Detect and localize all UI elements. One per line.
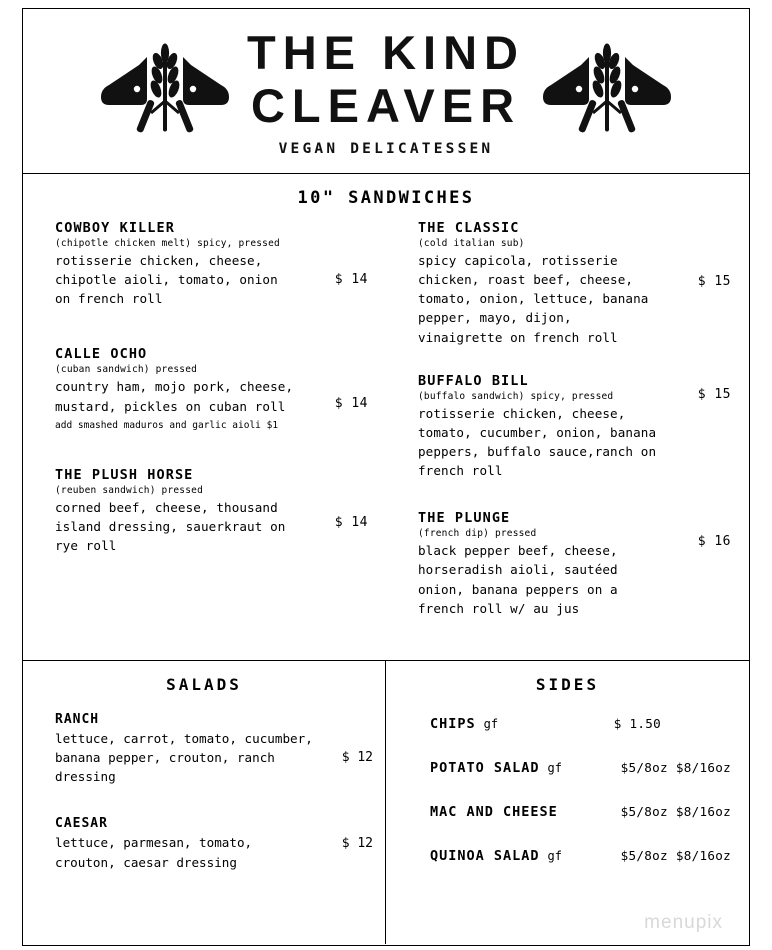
side-item-name: POTATO SALAD [430,760,540,776]
menu-item-description: rotisserie chicken, cheese, tomato, cucumber, onion, banana peppers, buffalo sauce,ranch on french roll [418,405,657,479]
menu-item-note: (cold italian sub) [418,238,525,249]
side-item-price: $5/8oz $8/16oz [620,848,731,863]
menu-item-description: corned beef, cheese, thousand island dressing, sauerkraut on rye roll [55,499,286,553]
sandwiches-section-title: 10" SANDWICHES [297,188,475,208]
side-item [386,848,749,864]
side-item-price: $5/8oz $8/16oz [620,804,731,819]
side-item-name: CHIPS [430,716,476,732]
menu-item-price: $ 14 [334,272,368,287]
salad-item-price: $ 12 [341,750,373,765]
side-item-gf-label: gf [483,717,499,731]
sandwiches-section [23,174,749,661]
menu-item-note: (buffalo sandwich) spicy, pressed [418,390,614,402]
brand-block [23,27,749,157]
menu-item-name: BUFFALO BILL [418,372,529,389]
bottom-sections [23,661,749,944]
salad-item-price: $ 12 [341,836,373,852]
sandwiches-column-right [386,220,749,640]
side-item-gf-label: gf [547,849,562,863]
menu-item-name: CALLE OCHO [55,346,148,363]
watermark: menupix [644,912,723,933]
menu-item-price: $ 14 [334,514,368,530]
menu-item-description: country ham, mojo pork, cheese, mustard, pickles on cuban roll [55,379,294,414]
salad-item [23,712,385,786]
menu-item-note: (reuben sandwich) pressed [55,484,203,496]
side-item-price: $5/8oz $8/16oz [620,760,731,775]
menu-item [418,220,737,347]
salad-item-name: CAESAR [55,816,108,832]
salad-item-description: lettuce, parmesan, tomato, crouton, caesar dressing [55,835,253,870]
side-item [386,760,749,776]
restaurant-title-line1: THE KIND [247,26,525,79]
menu-sheet [22,8,750,946]
menu-item-name: THE PLUNGE [418,510,511,527]
menu-item-description: rotisserie chicken, cheese, chipotle aioli, tomato, onion on french roll [55,253,278,307]
menu-item-price: $ 15 [697,274,731,289]
side-item-price: $ 1.50 [613,716,661,731]
menu-item-price: $ 14 [334,396,368,412]
salad-item-description: lettuce, carrot, tomato, cucumber, banana pepper, crouton, ranch dressing [55,731,313,785]
sides-section [386,661,749,944]
menu-header [23,9,749,174]
sandwiches-column-left [23,220,386,640]
menu-item-price: $ 16 [697,534,731,550]
menu-item-price: $ 15 [697,386,731,402]
restaurant-title-line2: CLEAVER [250,78,522,132]
menu-item [55,220,374,308]
menu-item-note: (chipotle chicken melt) spicy, pressed [55,238,280,249]
restaurant-subtitle: VEGAN DELICATESSEN [278,141,494,158]
menu-item-note: (french dip) pressed [418,528,537,540]
menu-item [418,510,737,618]
menu-item [418,373,737,481]
sides-section-title: SIDES [535,675,600,694]
menu-item-name: THE PLUSH HORSE [55,466,194,483]
salads-section [23,661,386,944]
menu-item-name: COWBOY KILLER [55,220,175,236]
side-item-name: MAC AND CHEESE [430,804,558,820]
salad-item-name: RANCH [55,712,100,727]
salad-item [23,816,385,871]
side-item-gf-label: gf [547,761,562,775]
menu-item-description: spicy capicola, rotisserie chicken, roast beef, cheese, tomato, onion, lettuce, banana pepper, mayo, dijon, vinaigrette on french roll [418,253,649,345]
menu-item-name: THE CLASSIC [418,220,520,236]
menu-item-note: (cuban sandwich) pressed [55,364,198,376]
salads-section-title: SALADS [166,675,242,694]
menu-item [55,467,374,555]
side-item [386,716,749,732]
side-item-name: QUINOA SALAD [430,848,540,864]
menu-item [55,346,374,430]
side-item [386,804,749,820]
menu-item-description: black pepper beef, cheese, horseradish aioli, sautéed onion, banana peppers on a french roll w/ au jus [418,543,618,616]
menu-item-addon: add smashed maduros and garlic aioli $1 [55,419,279,431]
